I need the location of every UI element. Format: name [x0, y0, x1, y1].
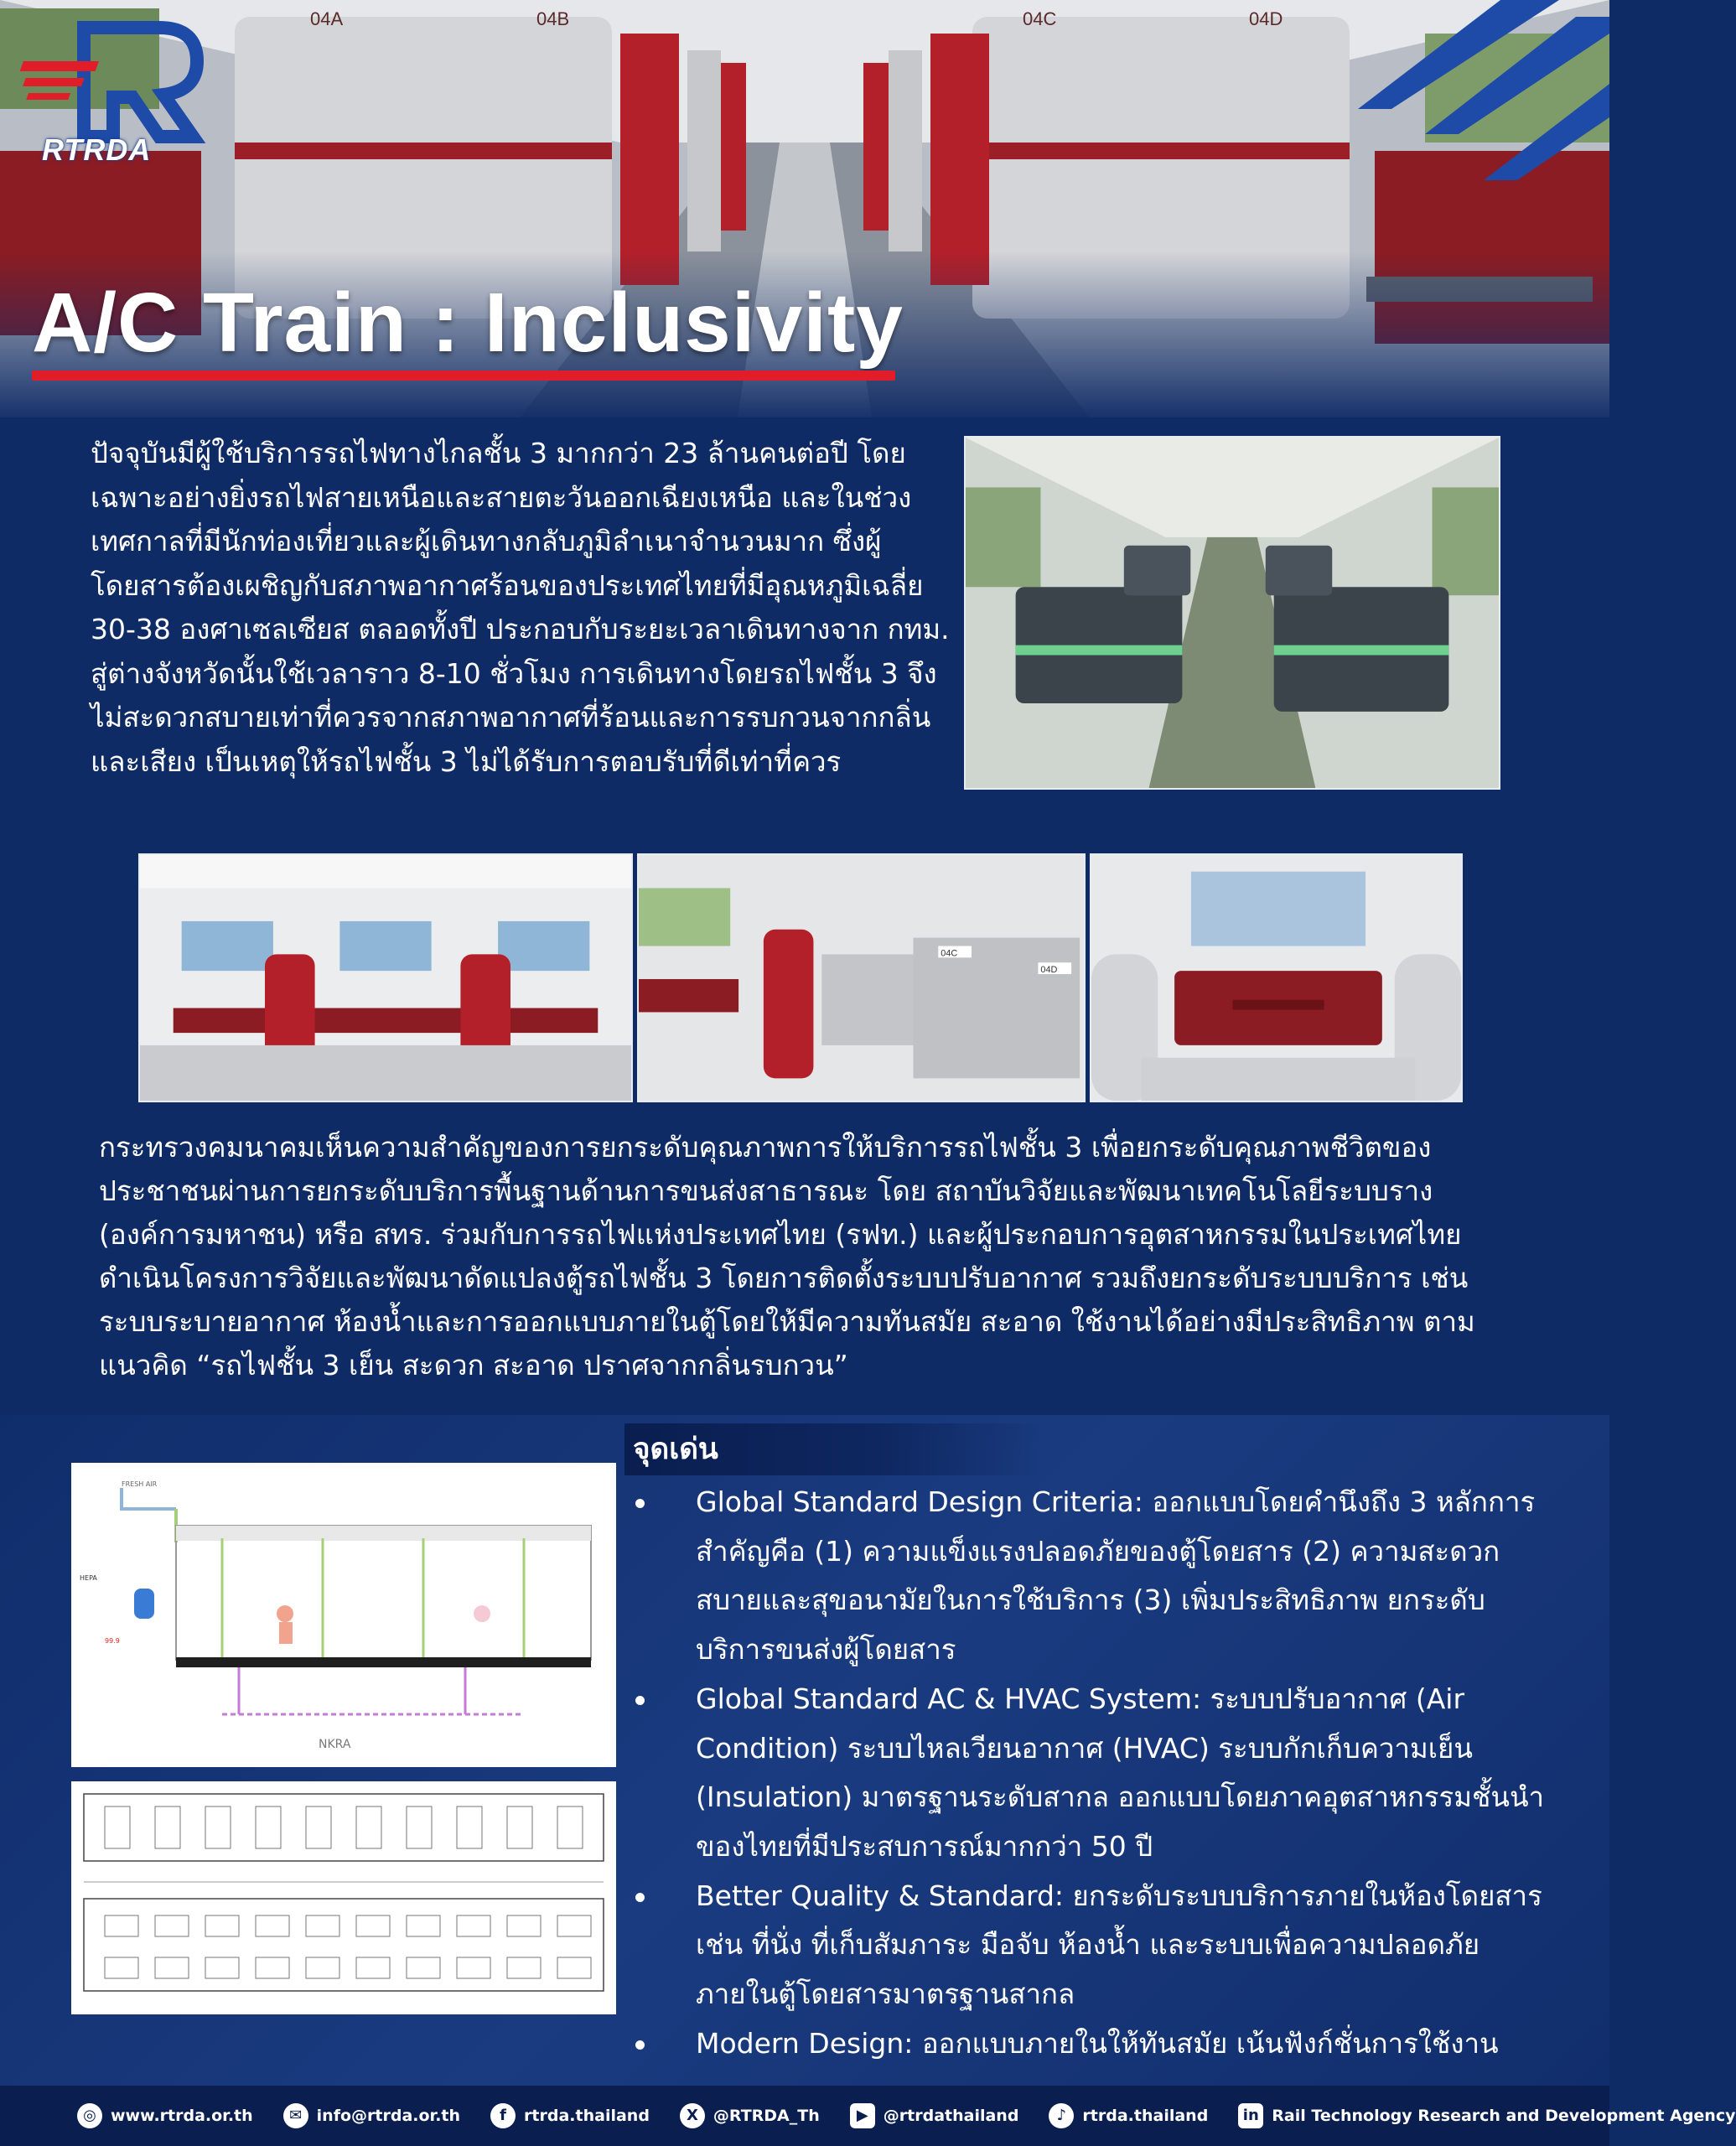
youtube-icon: ▶ — [850, 2103, 875, 2128]
render-seat-label-04d: 04D — [1040, 965, 1058, 976]
x-icon: X — [680, 2103, 705, 2128]
bullet-icon — [635, 2040, 645, 2050]
seat-label-04b: 04B — [536, 8, 570, 29]
page-title: A/C Train : Inclusivity — [32, 276, 904, 370]
seat-label-04c: 04C — [1023, 8, 1057, 29]
footer-linkedin-link[interactable] — [1238, 2103, 1735, 2128]
highlight-text: Global Standard Design Criteria: ออกแบบโดยคำนึงถึง 3 หลักการสำคัญคือ (1) ความแข็งแรงปลอดภัยของตู้โดยสาร (2) ความสะดวกสบายและสุขอนามัยในการใช้บริการ (3) เพิ่มประสิทธิภาพ ยกระดับบริการขนส่งผู้โดยสาร — [696, 1485, 1536, 1667]
coach-floor-plan-drawing — [71, 1781, 616, 2014]
seat-label-04d: 04D — [1249, 8, 1283, 29]
list-item — [635, 1872, 1557, 2019]
fresh-air-label: FRESH AIR — [122, 1480, 158, 1488]
highlight-text: Global Standard AC & HVAC System: ระบบปรับอากาศ (Air Condition) ระบบไหลเวียนอากาศ (HVAC) ระบบกักเก็บความเย็น (Insulation) มาตรฐานระดับสากล ออกแบบโดยภาคอุตสาหกรรมชั้นนำของไทยที่มีประสบการณ์มากกว่า 50 ปี — [696, 1682, 1545, 1863]
footer-facebook-link[interactable] — [490, 2103, 650, 2128]
old-third-class-interior-photo — [964, 436, 1500, 790]
website-label: www.rtrda.or.th — [111, 2107, 253, 2125]
hepa-label: HEPA — [80, 1574, 97, 1582]
highlight-text: Modern Design: ออกแบบภายในให้ทันสมัย เน้นฟังก์ชั่นการใช้งาน — [696, 2026, 1499, 2060]
hero-banner — [0, 0, 1609, 417]
footer-x-link[interactable] — [680, 2103, 820, 2128]
hvac-airflow-diagram — [71, 1463, 616, 1767]
list-item — [635, 1478, 1557, 1675]
title-underline — [32, 371, 895, 381]
logo-mark-icon — [34, 15, 201, 141]
render-seat-label-04c: 04C — [941, 948, 958, 959]
linkedin-label: Rail Technology Research and Development Agency — [1272, 2107, 1736, 2125]
project-description: กระทรวงคมนาคมเห็นความสำคัญของการยกระดับคุณภาพการให้บริการรถไฟชั้น 3 เพื่อยกระดับคุณภาพชีวิตของประชาชนผ่านการยกระดับบริการพื้นฐานด้านการขนส่งสาธารณะ โดย สถาบันวิจัยและพัฒนาเทคโนโลยีระบบราง (องค์การมหาชน) หรือ สทร. ร่วมกับการรถไฟแห่งประเทศไทย (รฟท.) และผู้ประกอบการอุตสาหกรรมในประเทศไทย ดำเนินโครงการวิจัยและพัฒนาดัดแปลงตู้รถไฟชั้น 3 โดยการติดตั้งระบบปรับอากาศ รวมถึงยกระดับระบบบริการ เช่น ระบบระบายอากาศ ห้องน้ำและการออกแบบภายในตู้โดยให้มีความทันสมัย สะอาด ใช้งานได้อย่างมีประสิทธิภาพ ตามแนวคิด “รถไฟชั้น 3 เย็น สะดวก สะอาด ปราศจากกลิ่นรบกวน” — [99, 1131, 1475, 1381]
x-label: @RTRDA_Th — [713, 2107, 820, 2125]
logo-text: RTRDA — [42, 132, 152, 167]
mail-icon: ✉ — [283, 2103, 308, 2128]
facebook-icon: f — [490, 2103, 516, 2128]
footer-website-link[interactable] — [77, 2103, 253, 2128]
bullet-icon — [635, 1696, 645, 1705]
bullet-icon — [635, 1499, 645, 1508]
list-item — [635, 1675, 1557, 1872]
bullet-icon — [635, 1893, 645, 1902]
highlights-heading: จุดเด่น — [624, 1423, 1044, 1475]
render-seat-closeup — [1090, 853, 1463, 1102]
footer-tiktok-link[interactable] — [1049, 2103, 1208, 2128]
tiktok-icon: ♪ — [1049, 2103, 1074, 2128]
globe-icon: ◎ — [77, 2103, 102, 2128]
render-seats-aisle-view — [637, 853, 1086, 1102]
decorative-stripes — [1358, 0, 1609, 193]
youtube-label: @rtrdathailand — [883, 2107, 1019, 2125]
diagram-brand: NKRA — [319, 1738, 351, 1751]
rtrda-logo[interactable] — [34, 15, 201, 166]
efficiency-label: 99.9 — [105, 1637, 120, 1645]
render-seats-front-view — [138, 853, 633, 1102]
footer-contact-bar — [0, 2086, 1736, 2146]
email-label: info@rtrda.or.th — [316, 2107, 461, 2125]
list-item — [635, 2019, 1557, 2069]
tiktok-label: rtrda.thailand — [1082, 2107, 1209, 2125]
highlights-list — [635, 1478, 1557, 2068]
linkedin-icon: in — [1238, 2103, 1263, 2128]
footer-youtube-link[interactable] — [850, 2103, 1019, 2128]
footer-email-link[interactable] — [283, 2103, 460, 2128]
seat-label-04a: 04A — [310, 8, 344, 29]
hero-title-block — [32, 277, 904, 369]
intro-paragraph: ปัจจุบันมีผู้ใช้บริการรถไฟทางไกลชั้น 3 มากกว่า 23 ล้านคนต่อปี โดยเฉพาะอย่างยิ่งรถไฟสายเหนือและสายตะวันออกเฉียงเหนือ และในช่วงเทศกาลที่มีนักท่องเที่ยวและผู้เดินทางกลับภูมิลำเนาจำนวนมาก ซึ่งผู้โดยสารต้องเผชิญกับสภาพอากาศร้อนของประเทศไทยที่มีอุณหภูมิเฉลี่ย 30-38 องศาเซลเซียส ตลอดทั้งปี ประกอบกับระยะเวลาเดินทางจาก กทม. สู่ต่างจังหวัดนั้นใช้เวลาราว 8-10 ชั่วโมง การเดินทางโดยรถไฟชั้น 3 จึงไม่สะดวกสบายเท่าที่ควรจากสภาพอากาศที่ร้อนและการรบกวนจากกลิ่นและเสียง เป็นเหตุให้รถไฟชั้น 3 ไม่ได้รับการตอบรับที่ดีเท่าที่ควร — [91, 437, 950, 778]
highlight-text: Better Quality & Standard: ยกระดับระบบบริการภายในห้องโดยสาร เช่น ที่นั่ง ที่เก็บสัมภาระ มือจับ ห้องน้ำ และระบบเพื่อความปลอดภัยภายในตู้โดยสารมาตรฐานสากล — [696, 1879, 1542, 2011]
facebook-label: rtrda.thailand — [524, 2107, 650, 2125]
